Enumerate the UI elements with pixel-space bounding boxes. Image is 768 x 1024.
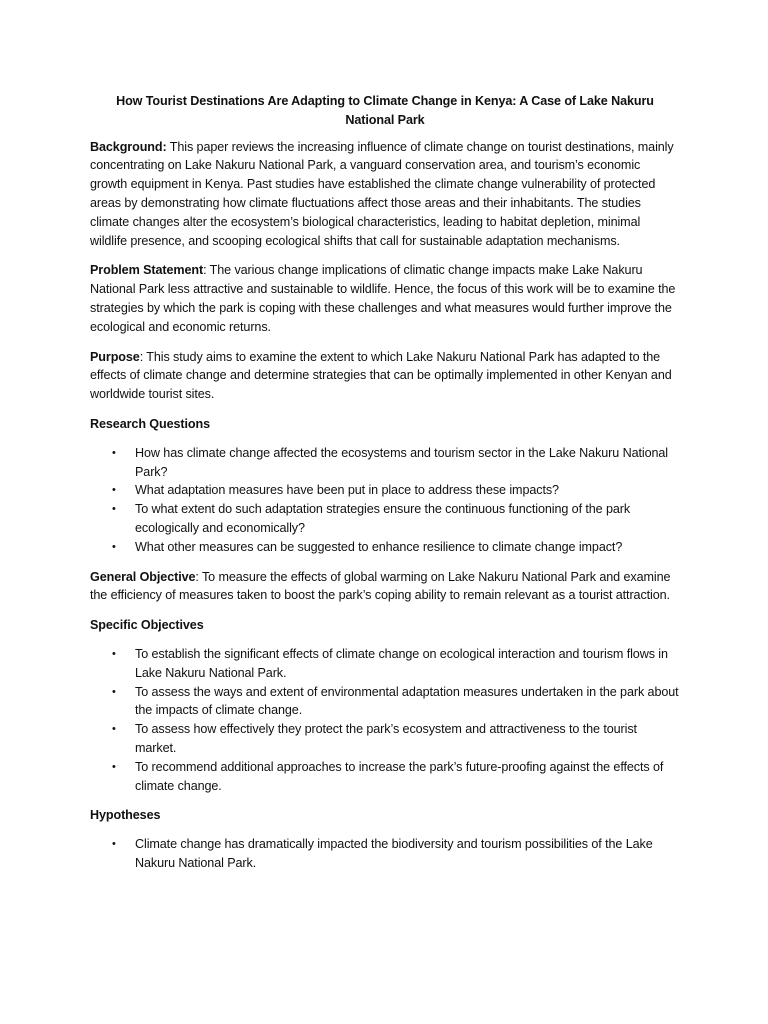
- purpose-label: Purpose: [90, 349, 140, 364]
- list-item: [90, 500, 680, 538]
- bullet-icon: •: [112, 647, 116, 660]
- list-item: [90, 720, 680, 758]
- bullet-icon: •: [112, 838, 116, 851]
- list-item: [90, 835, 680, 873]
- bullet-icon: •: [112, 723, 116, 736]
- list-item-text: To what extent do such adaptation strategies ensure the continuous functioning of the park ecologically and economically?: [135, 502, 631, 535]
- background-label: Background:: [90, 139, 167, 154]
- list-item-text: What adaptation measures have been put in place to address these impacts?: [135, 483, 559, 498]
- bullet-icon: •: [112, 760, 116, 773]
- problem-statement-text: : The various change implications of climatic change impacts make Lake Nakuru National Park less attractive and sustainable to wildlife. Hence, the focus of this work will be to examine the strategies by which the park is coping with these challenges and what measures would further improve the ecological and economic returns.: [90, 263, 676, 334]
- bullet-icon: •: [112, 446, 116, 459]
- background-text: This paper reviews the increasing influence of climate change on tourist destinations, mainly concentrating on Lake Nakuru National Park, a vanguard conservation area, and tourism’s economic growth equipment in Kenya. Past studies have established the climate change vulnerability of protected areas by demonstrating how climate fluctuations affect those areas and their inhabitants. The studies climate changes alter the ecosystem’s biological characteristics, leading to habitat depletion, minimal wildlife presence, and scooping ecological shifts that call for sustainable adaptation mechanisms.: [90, 139, 674, 248]
- list-item: [90, 481, 680, 500]
- bullet-icon: •: [112, 540, 116, 553]
- purpose-text: : This study aims to examine the extent to which Lake Nakuru National Park has adapted to the effects of climate change and determine strategies that can be optimally implemented in other Kenyan and worldwide tourist sites.: [90, 349, 672, 402]
- general-objective-label: General Objective: [90, 569, 196, 584]
- document-title: How Tourist Destinations Are Adapting to Climate Change in Kenya: A Case of Lake Nakuru National Park: [116, 94, 654, 127]
- hypotheses-heading: Hypotheses: [90, 808, 161, 823]
- list-item-text: What other measures can be suggested to enhance resilience to climate change impact?: [135, 539, 623, 554]
- list-item-text: To establish the significant effects of climate change on ecological interaction and tourism flows in Lake Nakuru National Park.: [135, 646, 668, 680]
- list-item: [90, 538, 680, 557]
- specific-objectives-list: [90, 645, 680, 795]
- research-questions-heading: Research Questions: [90, 416, 210, 431]
- research-questions-list: [90, 444, 680, 557]
- bullet-icon: •: [112, 484, 116, 497]
- general-objective-text: : To measure the effects of global warming on Lake Nakuru National Park and examine the efficiency of measures taken to boost the park’s coping ability to remain relevant as a tourist attraction.: [90, 569, 671, 603]
- hypotheses-list: [90, 835, 680, 873]
- list-item-text: How has climate change affected the ecosystems and tourism sector in the Lake Nakuru National Park?: [135, 445, 668, 479]
- list-item: [90, 444, 680, 482]
- background-paragraph: [90, 138, 680, 251]
- list-item: [90, 683, 680, 721]
- list-item: [90, 645, 680, 683]
- problem-statement-paragraph: [90, 261, 680, 336]
- bullet-icon: •: [112, 685, 116, 698]
- general-objective-paragraph: [90, 568, 680, 606]
- list-item-text: To recommend additional approaches to increase the park’s future-proofing against the effects of climate change.: [135, 759, 664, 793]
- list-item-text: To assess the ways and extent of environmental adaptation measures undertaken in the park about the impacts of climate change.: [135, 684, 679, 718]
- document-page: [90, 92, 680, 884]
- list-item-text: To assess how effectively they protect the park’s ecosystem and attractiveness to the tourist market.: [135, 722, 637, 755]
- list-item: [90, 758, 680, 796]
- list-item-text: Climate change has dramatically impacted the biodiversity and tourism possibilities of the Lake Nakuru National Park.: [135, 837, 653, 870]
- specific-objectives-heading: Specific Objectives: [90, 618, 204, 633]
- bullet-icon: •: [112, 503, 116, 516]
- purpose-paragraph: [90, 348, 680, 404]
- problem-statement-label: Problem Statement: [90, 263, 204, 278]
